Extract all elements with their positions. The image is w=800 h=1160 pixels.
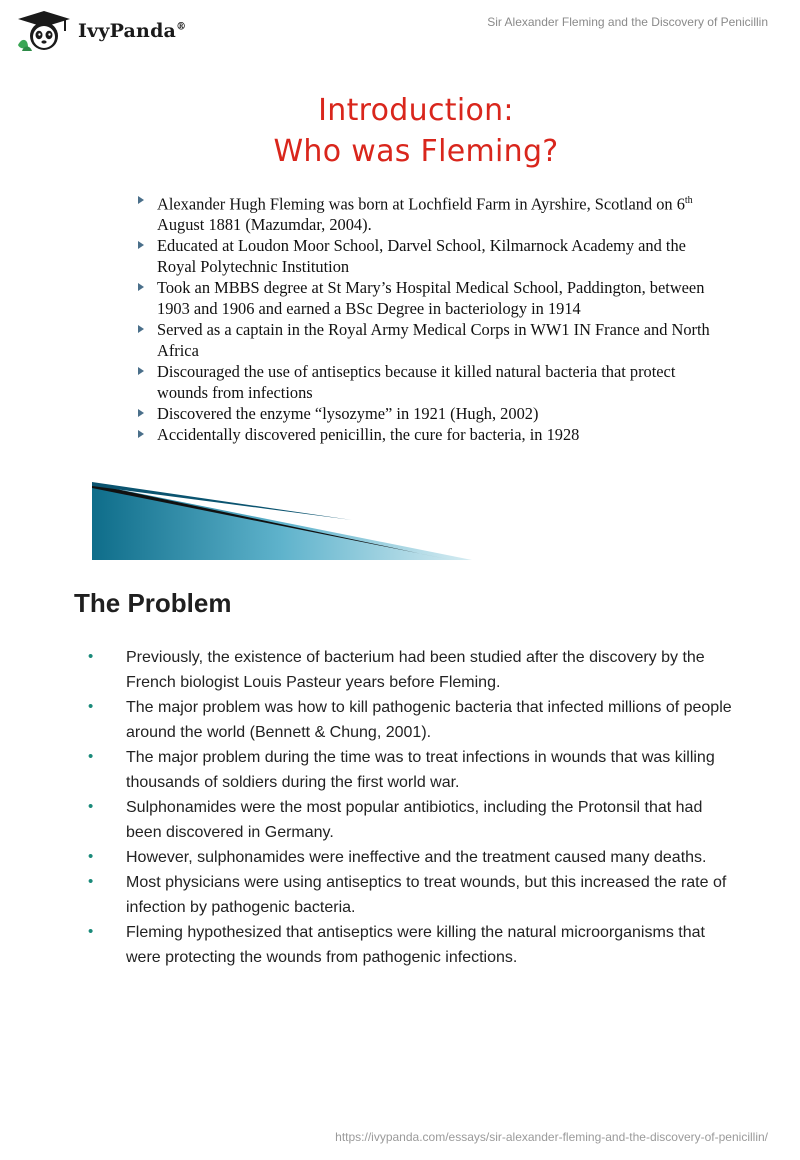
ivypanda-logo[interactable] (14, 8, 204, 54)
problem-bullet-item: • Previously, the existence of bacterium had been studied after the discovery by the French biologist Louis Pasteur years before Fleming. (88, 648, 705, 691)
problem-bullet-item: • The major problem was how to kill pathogenic bacteria that infected millions of people around the world (Bennett & Chung, 2001). (88, 698, 732, 741)
problem-bullet-list (74, 645, 734, 970)
bullet-dot-icon: • (88, 698, 94, 715)
slide-bullet-item: Educated at Loudon Moor School, Darvel School, Kilmarnock Academy and the Royal Polytechnic Institution (138, 235, 718, 277)
bullet-dot-icon: • (88, 798, 94, 815)
triangle-bullet-icon (138, 241, 144, 249)
slide-bullet-item: Alexander Hugh Fleming was born at Lochfield Farm in Ayrshire, Scotland on 6th August 1881 (Mazumdar, 2004). (138, 190, 718, 235)
slide-title-line2: Who was Fleming? (273, 134, 559, 169)
slide-bullet-item: Served as a captain in the Royal Army Medical Corps in WW1 IN France and North Africa (138, 319, 718, 361)
triangle-bullet-icon (138, 367, 144, 375)
problem-bullet-item: • Most physicians were using antiseptics to treat wounds, but this increased the rate of infection by pathogenic bacteria. (88, 873, 727, 916)
triangle-bullet-icon (138, 283, 144, 291)
slide-bullet-list (138, 190, 718, 445)
document-title: Sir Alexander Fleming and the Discovery of Penicillin (487, 15, 768, 29)
slide-bullet-item: Accidentally discovered penicillin, the cure for bacteria, in 1928 (138, 424, 718, 445)
problem-bullet-item: • The major problem during the time was to treat infections in wounds that was killing thousands of soldiers during the first world war. (88, 748, 715, 791)
page-header (0, 0, 800, 60)
bullet-dot-icon: • (88, 923, 94, 940)
slide-title-line1: Introduction: (318, 93, 514, 128)
section-heading: The Problem (74, 588, 232, 618)
triangle-bullet-icon (138, 430, 144, 438)
source-url-link[interactable]: https://ivypanda.com/essays/sir-alexander-fleming-and-the-discovery-of-penicillin/ (335, 1130, 768, 1144)
problem-bullet-item: • Fleming hypothesized that antiseptics were killing the natural microorganisms that were protecting the wounds from pathogenic infections. (88, 923, 705, 966)
problem-bullet-item: • However, sulphonamides were ineffective and the treatment caused many deaths. (88, 848, 707, 866)
slide-bullet-item: Discouraged the use of antiseptics because it killed natural bacteria that protect wounds from infections (138, 361, 718, 403)
slide-decorative-wedge (92, 482, 482, 562)
bullet-dot-icon: • (88, 648, 94, 665)
bullet-dot-icon: • (88, 873, 94, 890)
triangle-bullet-icon (138, 409, 144, 417)
panda-graduate-icon (14, 9, 76, 53)
bullet-dot-icon: • (88, 848, 94, 865)
triangle-bullet-icon (138, 325, 144, 333)
brand-name: IvyPanda® (78, 20, 187, 42)
slide-title (90, 90, 742, 172)
bullet-dot-icon: • (88, 748, 94, 765)
slide-bullet-item: Discovered the enzyme “lysozyme” in 1921 (Hugh, 2002) (138, 403, 718, 424)
triangle-bullet-icon (138, 196, 144, 204)
problem-bullet-item: • Sulphonamides were the most popular antibiotics, including the Protonsil that had been discovered in Germany. (88, 798, 703, 841)
problem-section (74, 588, 734, 970)
slide-bullet-item: Took an MBBS degree at St Mary’s Hospital Medical School, Paddington, between 1903 and 1906 and earned a BSc Degree in bacteriology in 1914 (138, 277, 718, 319)
